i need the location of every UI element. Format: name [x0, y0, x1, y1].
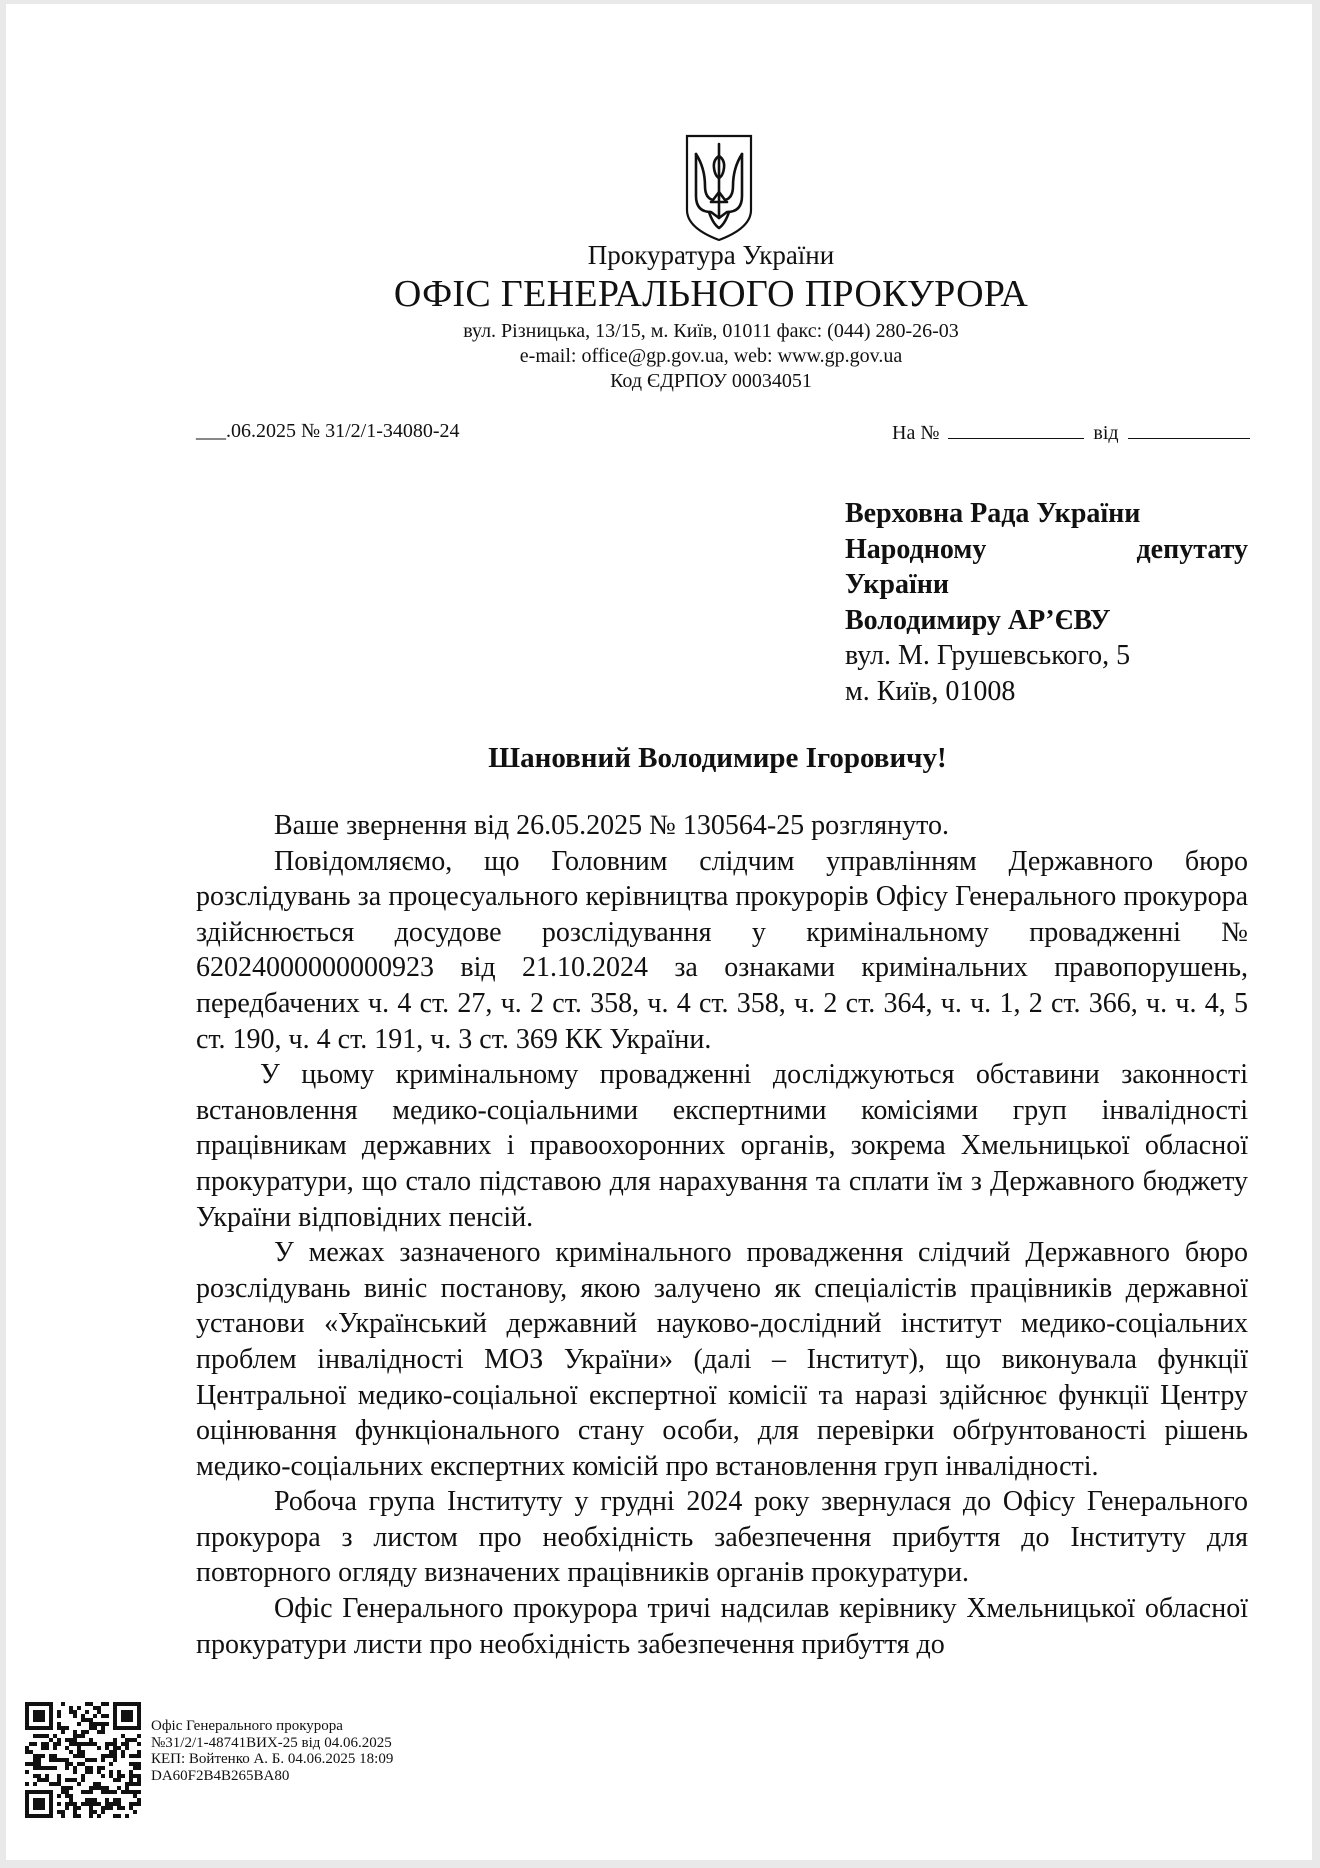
paragraph-4: У межах зазначеного кримінального провадження слідчий Державного бюро розслідувань виніс постанову, якою залучено як спеціалістів працівників державної установи «Український державний науково-дослідний інститут медико-соціальних проблем інвалідності МОЗ України» (далі – Інститут), що виконувала функції Центральної медико-соціальної експертної комісії та наразі здійснює функції Центру оцінювання функціонального стану особи, для перевірки обґрунтованості рішень медико-соціальних експертних комісій про встановлення груп інвалідності. [196, 1237, 1248, 1482]
ref-date-label: від [1093, 422, 1119, 444]
paragraph-1: Ваше звернення від 26.05.2025 № 130564-25 розглянуто. [274, 810, 950, 841]
salutation: Шановний Володимире Ігоровичу! [488, 742, 947, 774]
paragraph-3: У цьому кримінальному провадженні досліджуються обставини законності встановлення медико-соціальними експертними комісіями груп інвалідності працівникам державних і правоохоронних органів, зокрема Хмельницької обласної прокуратури, що стало підставою для нарахування та сплати їм з Державного бюджету України відповідних пенсій. [196, 1059, 1248, 1233]
qr-code-icon [25, 1702, 141, 1818]
paragraph-6: Офіс Генерального прокурора тричі надсилав керівнику Хмельницької обласної прокуратури листи про необхідність забезпечення прибуття до [196, 1593, 1248, 1660]
org-contacts: e-mail: office@gp.gov.ua, web: www.gp.gov.ua [519, 345, 903, 367]
ref-number-label: На № [892, 422, 940, 444]
letter-body [196, 808, 1248, 1662]
recipient-position-word2: депутату [1136, 533, 1248, 565]
stamp-hash: DA60F2B4B265BA80 [151, 1767, 290, 1784]
org-parent-name: Прокуратура України [587, 240, 835, 270]
recipient-position-line [845, 532, 1248, 568]
ref-number-blank [948, 420, 1084, 439]
recipient-city: м. Київ, 01008 [845, 675, 1016, 707]
org-address: вул. Різницька, 13/15, м. Київ, 01011 факс: (044) 280-26-03 [463, 320, 959, 342]
org-title: ОФІС ГЕНЕРАЛЬНОГО ПРОКУРОРА [393, 273, 1029, 315]
stamp-signer: КЕП: Войтенко А. Б. 04.06.2025 18:09 [151, 1751, 394, 1767]
recipient-name: Володимиру АР’ЄВУ [845, 604, 1111, 636]
ref-date-blank [1128, 420, 1250, 439]
org-code: Код ЄДРПОУ 00034051 [610, 370, 812, 392]
recipient-street: вул. М. Грушевського, 5 [845, 640, 1131, 671]
paragraph-5: Робоча група Інституту у грудні 2024 року звернулася до Офісу Генерального прокурора з листом про необхідність забезпечення прибуття до Інституту для повторного огляду визначених працівників органів прокуратури. [196, 1486, 1248, 1589]
stamp-number: №31/2/1-48741ВИХ-25 від 04.06.2025 [151, 1734, 392, 1751]
outgoing-number: ___.06.2025 № 31/2/1-34080-24 [196, 420, 460, 442]
recipient-position-word1: Народному [845, 533, 987, 565]
recipient-org: Верховна Рада України [845, 498, 1141, 529]
incoming-reference [892, 420, 1250, 445]
stamp-org: Офіс Генерального прокурора [151, 1718, 343, 1734]
trident-emblem-icon [683, 132, 755, 242]
signature-stamp [151, 1718, 393, 1784]
recipient-block [845, 496, 1248, 709]
paragraph-2: Повідомляємо, що Головним слідчим управлінням Державного бюро розслідувань за процесуального керівництва прокурорів Офісу Генерального прокурора здійснюється досудове розслідування у кримінальному провадженні № 62024000000000923 від 21.10.2024 за ознаками кримінальних правопорушень, передбачених ч. 4 ст. 27, ч. 2 ст. 358, ч. 4 ст. 358, ч. 2 ст. 364, ч. ч. 1, 2 ст. 366, ч. ч. 4, 5 ст. 190, ч. 4 ст. 191, ч. 3 ст. 369 КК України. [196, 845, 1248, 1055]
recipient-position-country: України [845, 569, 950, 600]
